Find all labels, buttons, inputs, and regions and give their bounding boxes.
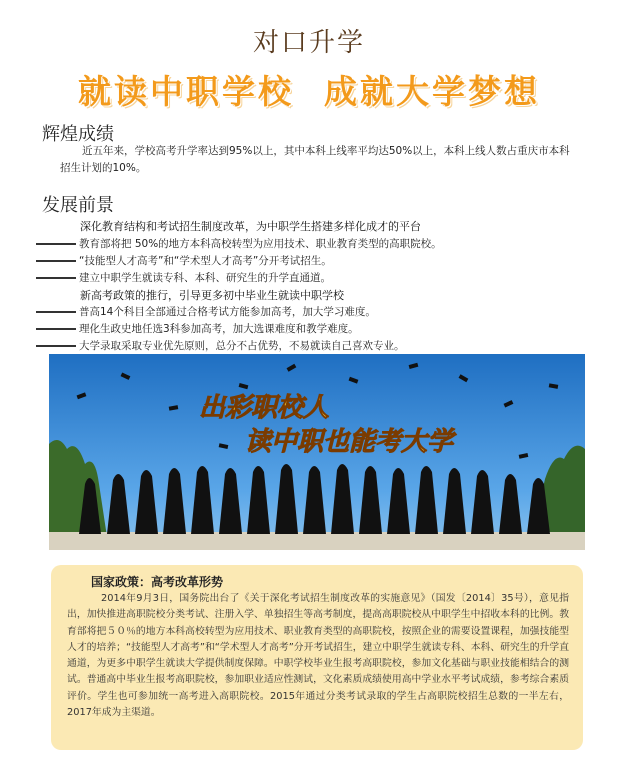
- achievements-text: [60, 143, 578, 177]
- achievements-heading: 辉煌成绩: [42, 124, 114, 145]
- group1-item-2: “技能型人才高考”和“学术型人才高考”分开考试招生。: [36, 253, 332, 268]
- dash-icon: [36, 311, 76, 313]
- page-title: 对口升学: [252, 28, 365, 58]
- graduation-photo: [49, 354, 585, 550]
- dash-icon: [36, 277, 76, 279]
- group2-item-3: 大学录取采取专业优先原则，总分不占优势，不易就读自己喜欢专业。: [36, 338, 405, 353]
- slogan-left: 就读中职学校: [78, 72, 294, 111]
- group1-item-3: 建立中职学生就读专科、本科、研究生的升学直通道。: [36, 270, 331, 285]
- group1-item-1: 教育部将把 50%的地方本科高校转型为应用技术、职业教育类型的高职院校。: [36, 236, 442, 251]
- group2-item-1: 普高14个科目全部通过合格考试方能参加高考，加大学习难度。: [36, 304, 376, 319]
- slogan-right: 成就大学梦想: [324, 72, 540, 111]
- achievements-body: 近五年来，学校高考升学率达到95%以上，其中本科上线率平均达50%以上，本科上线人数占重庆市本科招生计划的10%。: [60, 145, 570, 174]
- dash-icon: [36, 345, 76, 347]
- dash-icon: [36, 328, 76, 330]
- slogan: [0, 66, 618, 113]
- banner-line-1: 出彩职校人: [199, 393, 330, 423]
- dash-icon: [36, 243, 76, 245]
- dash-icon: [36, 260, 76, 262]
- group1-title: 深化教育结构和考试招生制度改革，为中职学生搭建多样化成才的平台: [80, 220, 421, 233]
- policy-panel: [51, 565, 583, 750]
- group2-item-2: 理化生政史地任选3科参加高考，加大选课难度和教学难度。: [36, 321, 359, 336]
- banner-line-2: 读中职也能考大学: [245, 427, 454, 457]
- prospects-heading: 发展前景: [42, 195, 114, 216]
- group2-title: 新高考政策的推行，引导更多初中毕业生就读中职学校: [80, 289, 344, 302]
- policy-text: [67, 591, 569, 721]
- ground: [49, 532, 585, 550]
- policy-body: 2014年9月3日，国务院出台了《关于深化考试招生制度改革的实施意见》（国发〔2014〕35号），意见指出，加快推进高职院校分类考试、注册入学、单独招生等高考制度，提高高职院校从中职学生中招收本科的比例。教育部将把５０％的地方本科高校转型为应用技术、职业教育类型的高职院校，按照企业的需要设置课程，加强技能型人才的培养；“技能型人才高考”和“学术型人才高考”分开考试招生，建立中职学生就读专科、本科、研究生的升学直通道，为更多中职学生就读大学提供制度保障。中职学校毕业生报考高职院校，参加文化基础与职业技能相结合的测试。普通高中毕业生报考高职院校，参加职业适应性测试，文化素质成绩使用高中学业水平考试成绩，参考综合素质评价。学生也可参加统一高考进入高职院校。2015年通过分类考试录取的学生占高职院校招生总数的一半左右，2017年成为主渠道。: [67, 593, 569, 719]
- graduates: [79, 464, 550, 534]
- policy-title: 国家政策：高考改革形势: [91, 575, 224, 589]
